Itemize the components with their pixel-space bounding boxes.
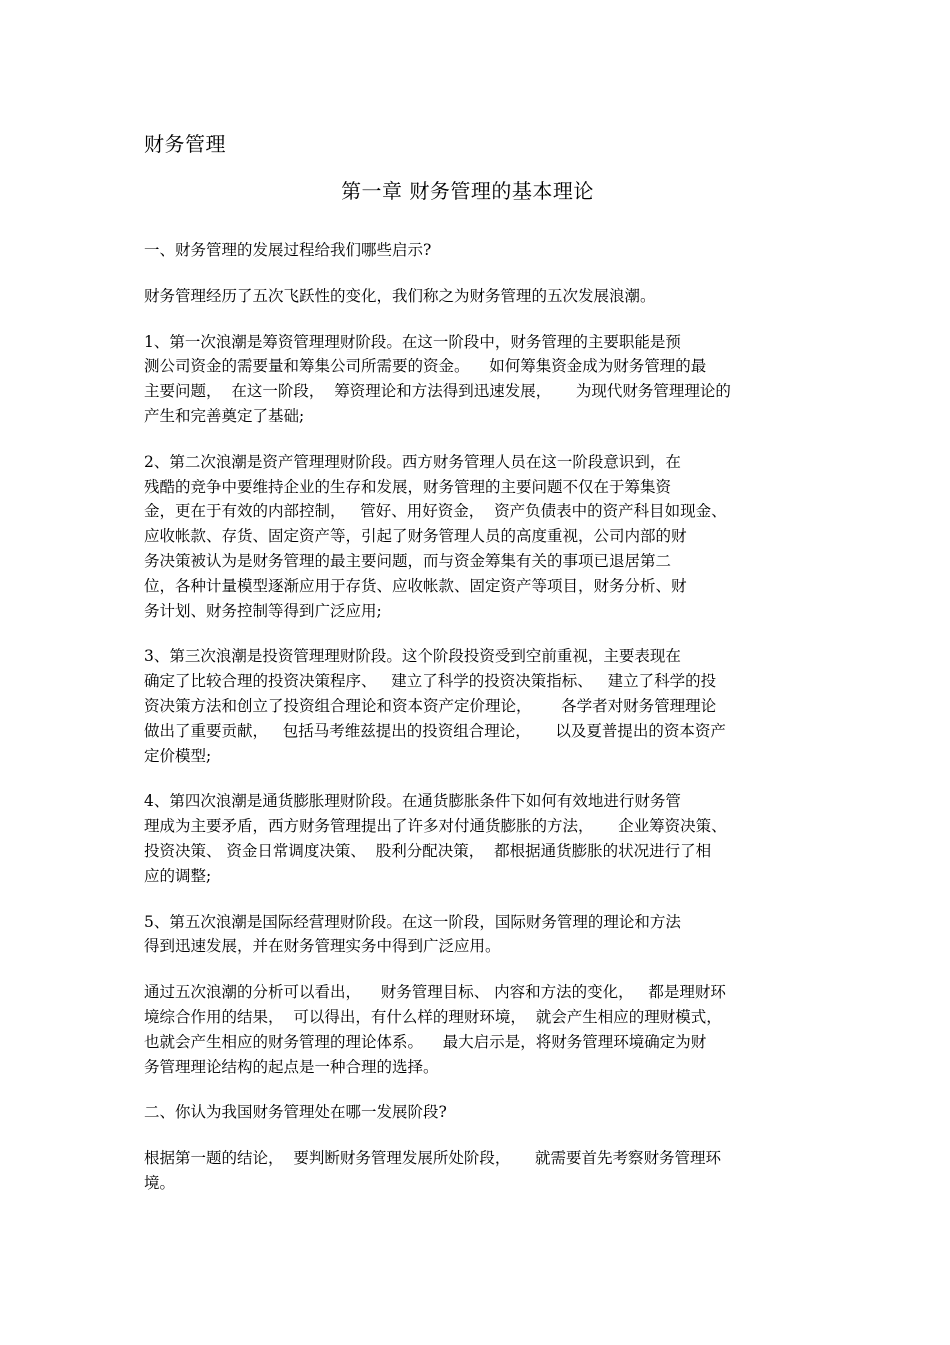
- paragraph: [144, 980, 808, 1079]
- paragraph-line: 产生和完善奠定了基础;: [144, 406, 305, 425]
- paragraph-line: 投资决策、 资金日常调度决策、 股利分配决策， 都根据通货膨胀的状况进行了相: [144, 841, 712, 860]
- paragraph-line: 2、第二次浪潮是资产管理理财阶段。西方财务管理人员在这一阶段意识到，在: [144, 452, 681, 471]
- paragraph-line: 定价模型;: [144, 746, 212, 765]
- chapter-title: 第一章 财务管理的基本理论: [341, 179, 594, 203]
- paragraph: [144, 330, 808, 429]
- paragraph: [144, 789, 808, 888]
- paragraph-line: 金，更在于有效的内部控制， 管好、用好资金， 资产负债表中的资产科目如现金、: [144, 502, 727, 521]
- paragraph-line: 务决策被认为是财务管理的最主要问题，而与资金筹集有关的事项已退居第二: [144, 551, 672, 570]
- document-title: 财务管理: [144, 132, 226, 156]
- paragraph-line: 资决策方法和创立了投资组合理论和资本资产定价理论， 各学者对财务管理理论: [144, 696, 717, 715]
- paragraph-line: 一、财务管理的发展过程给我们哪些启示?: [144, 241, 432, 259]
- paragraph-line: 4、第四次浪潮是通货膨胀理财阶段。在通货膨胀条件下如何有效地进行财务管: [144, 792, 681, 811]
- paragraph: [144, 1146, 808, 1196]
- paragraph-line: 境综合作用的结果， 可以得出，有什么样的理财环境， 就会产生相应的理财模式，: [144, 1007, 722, 1026]
- paragraph-line: 通过五次浪潮的分析可以看出， 财务管理目标、 内容和方法的变化， 都是理财环: [144, 983, 726, 1002]
- paragraph-line: 理成为主要矛盾，西方财务管理提出了许多对付通货膨胀的方法， 企业筹资决策、: [144, 817, 727, 836]
- paragraph: [144, 1100, 808, 1125]
- paragraph: [144, 910, 808, 960]
- paragraph-line: 务管理理论结构的起点是一种合理的选择。: [144, 1057, 439, 1076]
- document-body: [144, 238, 808, 1217]
- paragraph-line: 主要问题， 在这一阶段， 筹资理论和方法得到迅速发展， 为现代财务管理理论的: [144, 382, 731, 401]
- paragraph-line: 得到迅速发展，并在财务管理实务中得到广泛应用。: [144, 937, 501, 956]
- paragraph: [144, 238, 808, 263]
- paragraph-line: 5、第五次浪潮是国际经营理财阶段。在这一阶段，国际财务管理的理论和方法: [144, 912, 681, 931]
- paragraph: [144, 284, 808, 309]
- paragraph-line: 也就会产生相应的财务管理的理论体系。 最大启示是，将财务管理环境确定为财: [144, 1032, 707, 1051]
- paragraph-line: 做出了重要贡献， 包括马考维兹提出的投资组合理论， 以及夏普提出的资本资产: [144, 721, 726, 740]
- paragraph: [144, 644, 808, 768]
- paragraph-line: 境。: [144, 1173, 176, 1192]
- paragraph-line: 测公司资金的需要量和筹集公司所需要的资金。 如何筹集资金成为财务管理的最: [144, 357, 707, 376]
- paragraph-line: 务计划、财务控制等得到广泛应用;: [144, 601, 382, 620]
- paragraph-line: 财务管理经历了五次飞跃性的变化，我们称之为财务管理的五次发展浪潮。: [144, 286, 656, 305]
- paragraph-line: 1、第一次浪潮是筹资管理理财阶段。在这一阶段中，财务管理的主要职能是预: [144, 332, 681, 351]
- paragraph-line: 残酷的竞争中要维持企业的生存和发展，财务管理的主要问题不仅在于筹集资: [144, 477, 672, 496]
- paragraph-line: 应的调整;: [144, 866, 212, 885]
- paragraph: [144, 450, 808, 624]
- paragraph-line: 确定了比较合理的投资决策程序、 建立了科学的投资决策指标、 建立了科学的投: [144, 672, 717, 691]
- paragraph-line: 二、你认为我国财务管理处在哪一发展阶段?: [144, 1103, 447, 1122]
- paragraph-line: 应收帐款、存货、固定资产等，引起了财务管理人员的高度重视，公司内部的财: [144, 527, 687, 546]
- paragraph-line: 3、第三次浪潮是投资管理理财阶段。这个阶段投资受到空前重视，主要表现在: [144, 647, 681, 666]
- paragraph-line: 位，各种计量模型逐渐应用于存货、应收帐款、固定资产等项目，财务分析、财: [144, 576, 687, 595]
- paragraph-line: 根据第一题的结论， 要判断财务管理发展所处阶段， 就需要首先考察财务管理环: [144, 1149, 721, 1168]
